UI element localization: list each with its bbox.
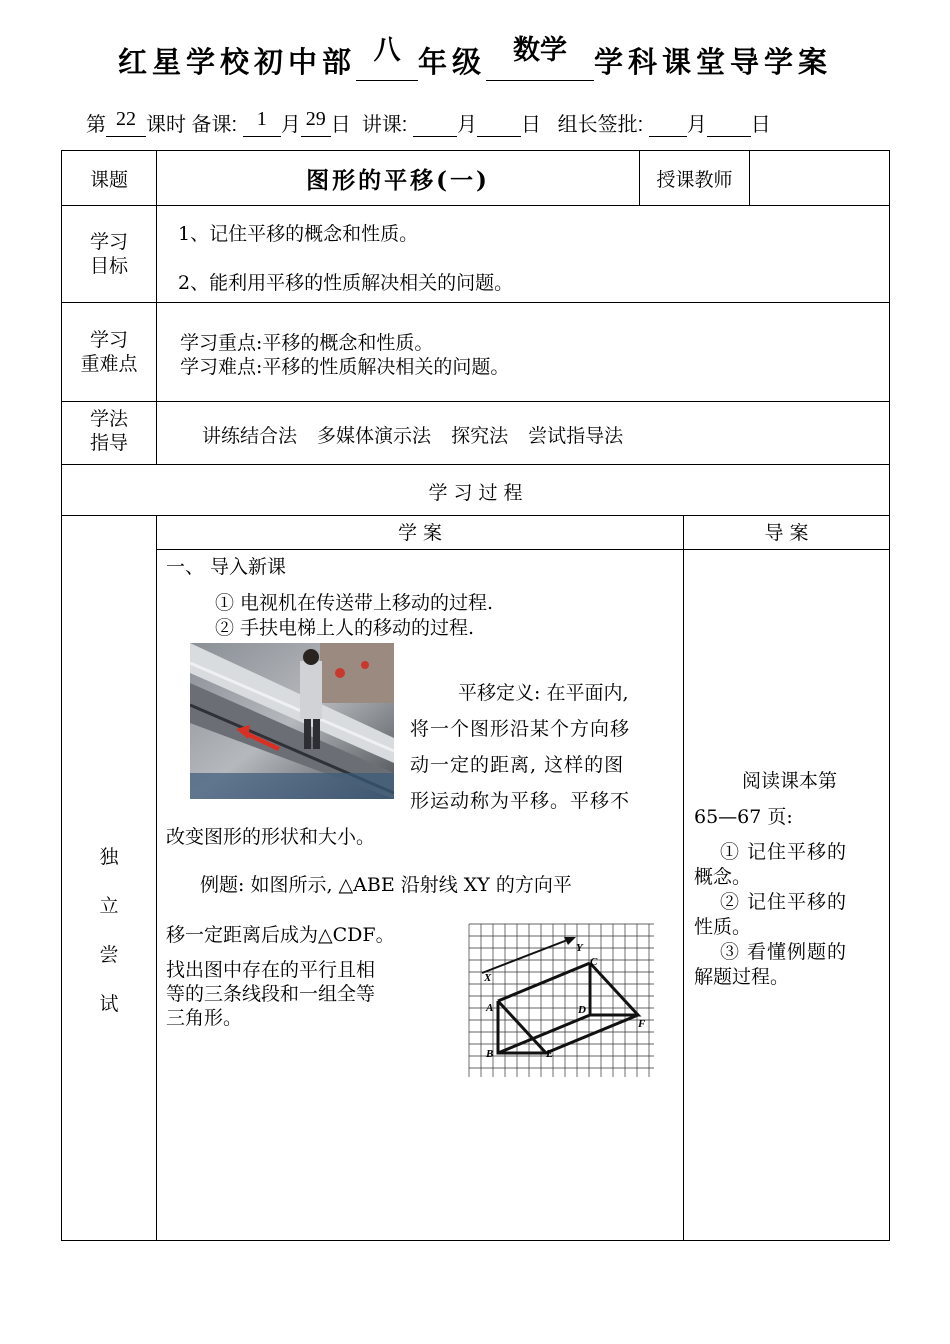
methods: 讲练结合法 多媒体演示法 探究法 尝试指导法 <box>202 425 624 447</box>
segment-ef <box>546 1015 638 1053</box>
teacher-label: 授课教师 <box>656 169 733 191</box>
subject-field: 数学 <box>486 50 594 81</box>
example-line-2: 移一定距离后成为△CDF。 <box>166 924 395 946</box>
definition-line-4: 形运动称为平移。平移不 <box>410 790 631 812</box>
page-title: 红星学校初中部 八 年级 数学 学科课堂导学案 <box>117 35 833 79</box>
label-f: F <box>638 1018 646 1030</box>
triangle-cdf <box>590 963 638 1015</box>
col-study: 学 案 <box>397 522 443 544</box>
segment-bd <box>498 1015 590 1053</box>
lesson-number: 22 <box>106 114 146 137</box>
grade-field: 八 <box>356 50 418 81</box>
guide-line-2: 65—67 页: <box>694 806 793 828</box>
goals-label: 学习 目标 <box>89 231 128 277</box>
process-title: 学 习 过 程 <box>428 482 523 504</box>
intro-item-2: ② 手扶电梯上人的移动的过程. <box>215 617 475 639</box>
teacher-value <box>750 152 888 204</box>
topic-title: 图形的平移(一) <box>306 167 490 194</box>
label-x: X <box>484 972 492 984</box>
label-b: B <box>486 1048 494 1060</box>
intro-item-1: ① 电视机在传送带上移动的过程. <box>215 592 494 614</box>
method-label: 学法 指导 <box>89 408 128 454</box>
label-e: E <box>546 1048 554 1060</box>
segment-ac <box>498 963 590 1001</box>
key-point: 学习重点:平移的概念和性质。 <box>180 332 434 354</box>
side-label: 独 立 尝 试 <box>99 846 119 1015</box>
guide-line-1: 阅读课本第 <box>742 770 838 792</box>
section-heading: 一、 导入新课 <box>166 556 287 578</box>
definition-line-1: 平移定义: 在平面内, <box>458 682 629 704</box>
ray-xy <box>482 939 570 973</box>
label-y: Y <box>576 942 583 954</box>
difficult-point: 学习难点:平移的性质解决相关的问题。 <box>180 356 510 378</box>
label-a: A <box>486 1002 494 1014</box>
guide-items: ① 记住平移的 概念。 ② 记住平移的 性质。 ③ 看懂例题的 解题过程。 <box>694 841 848 988</box>
goal-1: 1、记住平移的概念和性质。 <box>178 223 419 245</box>
prep-day: 29 <box>301 114 331 137</box>
goal-2: 2、能利用平移的性质解决相关的问题。 <box>178 272 514 294</box>
prep-month: 1 <box>243 114 281 137</box>
example-line-1: 例题: 如图所示, △ABE 沿射线 XY 的方向平 <box>200 874 572 896</box>
col-guide: 导 案 <box>764 522 809 544</box>
lesson-meta: 第 22 课时 备课: 1 月 29 日 讲课: 月 日 组长签批: 月 日 <box>86 108 771 136</box>
translation-figure <box>468 923 656 1079</box>
task-text: 找出图中存在的平行且相 等的三条线段和一组全等 三角形。 <box>166 959 376 1029</box>
definition-line-3: 动一定的距离, 这样的图 <box>410 754 625 776</box>
escalator-photo <box>190 643 394 799</box>
topic-label: 课题 <box>89 169 128 191</box>
label-c: C <box>590 956 598 968</box>
key-label: 学习 重难点 <box>80 329 138 375</box>
definition-tail: 改变图形的形状和大小。 <box>166 826 376 848</box>
label-d: D <box>578 1004 586 1016</box>
definition-line-2: 将一个图形沿某个方向移 <box>410 718 631 740</box>
